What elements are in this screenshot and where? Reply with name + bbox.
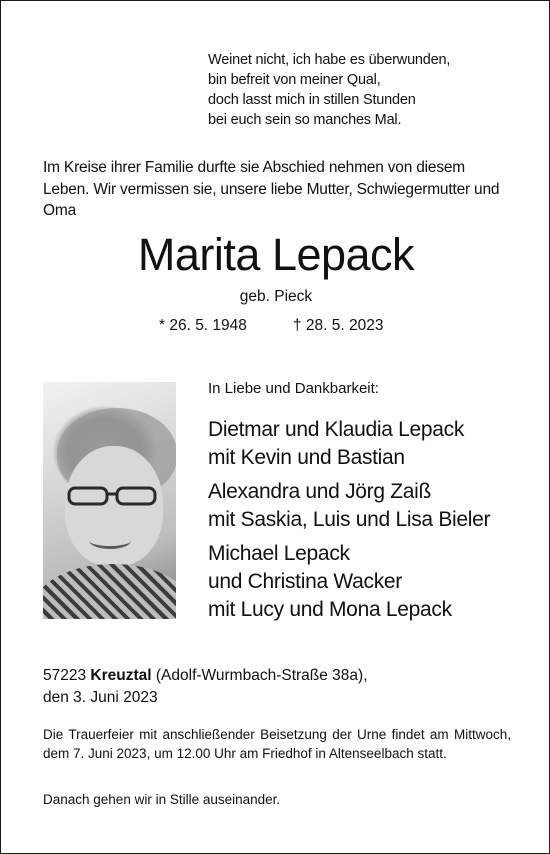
- family-line: Dietmar und Klaudia Lepack: [208, 418, 465, 441]
- photo-glasses: [61, 485, 171, 507]
- family-group: [208, 478, 490, 534]
- deceased-name: Marita Lepack: [137, 229, 415, 280]
- family-list: [208, 416, 490, 630]
- family-line: Alexandra und Jörg Zaiß: [208, 480, 432, 503]
- thanks-line: In Liebe und Dankbarkeit:: [208, 380, 379, 397]
- poem-line: bin befreit von meiner Qual,: [208, 72, 381, 88]
- date-line: den 3. Juni 2023: [43, 689, 158, 706]
- family-line: mit Kevin und Bastian: [208, 446, 405, 469]
- street: (Adolf-Wurmbach-Straße 38a),: [155, 667, 368, 684]
- family-line: Michael Lepack: [208, 542, 350, 565]
- intro-text: Im Kreise ihrer Familie durfte sie Abschied nehmen von diesem Leben. Wir vermissen sie, unsere liebe Mutter, Schwiegermutter und Oma: [43, 159, 500, 219]
- poem-line: Weinet nicht, ich habe es überwunden,: [208, 52, 451, 68]
- death-date: † 28. 5. 2023: [293, 317, 384, 334]
- family-group: [208, 416, 490, 472]
- address-block: [43, 665, 368, 709]
- born-name: geb. Pieck: [239, 288, 313, 305]
- closing-line: Danach gehen wir in Stille auseinander.: [43, 792, 281, 807]
- photo-smile: [89, 532, 131, 549]
- portrait-photo: [43, 382, 176, 619]
- birth-date: * 26. 5. 1948: [159, 317, 247, 334]
- family-line: mit Lucy und Mona Lepack: [208, 598, 452, 621]
- poem-line: doch lasst mich in stillen Stunden: [208, 92, 416, 108]
- photo-clothing: [43, 564, 176, 619]
- family-line: und Christina Wacker: [208, 570, 402, 593]
- family-group: [208, 540, 490, 624]
- poem-line: bei euch sein so manches Mal.: [208, 112, 402, 128]
- ceremony-info: Die Trauerfeier mit anschließender Beisetzung der Urne findet am Mittwoch, dem 7. Juni 2023, um 12.00 Uhr am Friedhof in Altenseelbach statt.: [43, 727, 511, 761]
- poem: [208, 50, 450, 130]
- family-line: mit Saskia, Luis und Lisa Bieler: [208, 508, 491, 531]
- postal-code: 57223: [43, 667, 87, 684]
- address-line: [43, 665, 368, 687]
- city: Kreuztal: [90, 667, 152, 684]
